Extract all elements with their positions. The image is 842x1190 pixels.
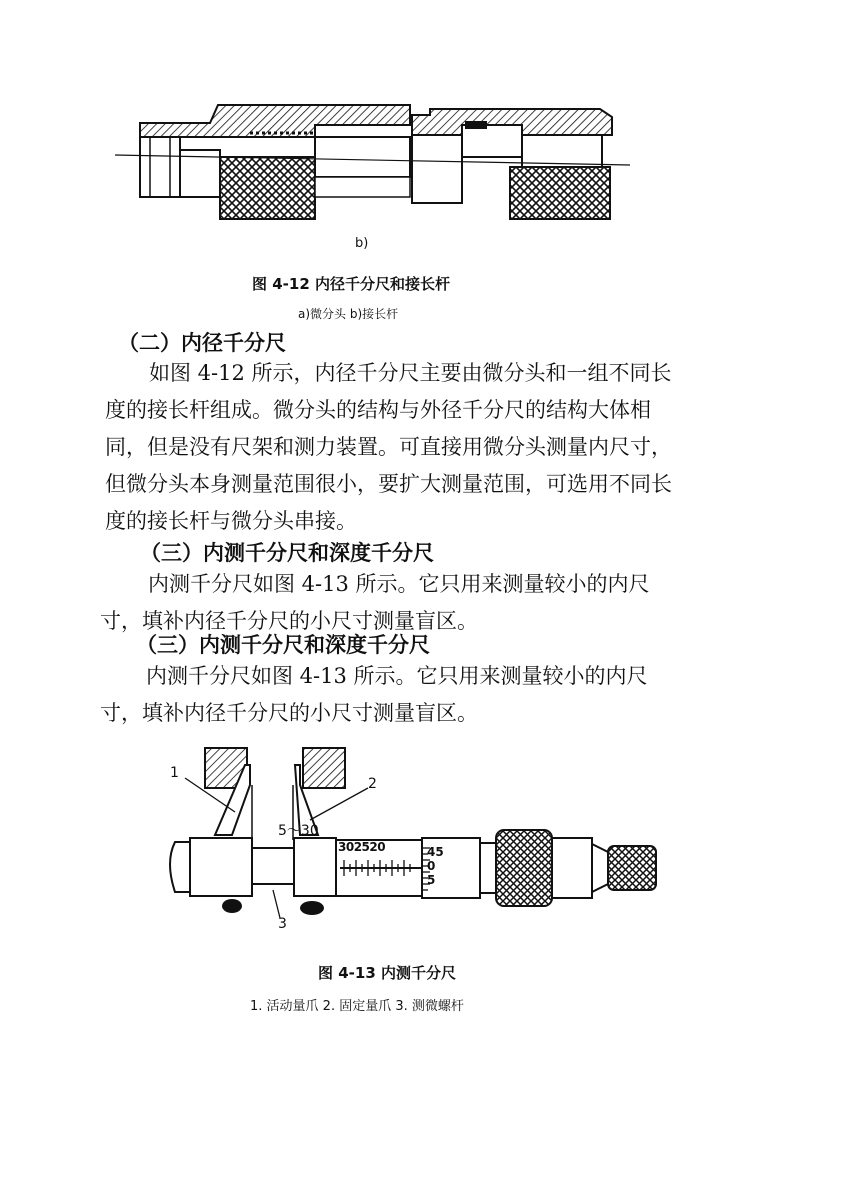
section-3b-heading: （三）内测千分尺和深度千分尺 <box>136 633 430 657</box>
section-2-line: 同，但是没有尺架和测力装置。可直接用微分头测量内尺寸， <box>105 435 672 459</box>
workpiece-right <box>303 748 345 788</box>
left-end-cap <box>170 842 190 892</box>
section-3b-line: 内测千分尺如图 4-13 所示。它只用来测量较小的内尺 <box>146 664 648 688</box>
section-2-line: 度的接长杆组成。微分头的结构与外径千分尺的结构大体相 <box>105 398 651 422</box>
figure-4-13-subcaption: 1. 活动量爪 2. 固定量爪 3. 测微螺杆 <box>250 999 464 1014</box>
thimble-scale <box>427 845 444 887</box>
section-2-paragraph <box>105 355 745 540</box>
figure-4-12-subcaption: a)微分头 b)接长杆 <box>298 307 399 321</box>
knurled-grip <box>496 830 552 906</box>
section-2-heading: （二）内径千分尺 <box>118 331 286 355</box>
measuring-screw <box>252 848 294 884</box>
label-1: 1 <box>170 765 179 781</box>
label-3: 3 <box>278 916 287 932</box>
section-2-line: 如图 4-12 所示，内径千分尺主要由微分头和一组不同长 <box>149 361 672 385</box>
figure-4-12-caption: 图 4-12 内径千分尺和接长杆 <box>252 275 450 293</box>
thimble-scale-value: 0 <box>427 859 436 873</box>
figure-4-12-sublabel: b) <box>355 236 369 251</box>
thimble-scale-value: 5 <box>427 873 436 887</box>
section-3a-line: 内测千分尺如图 4-13 所示。它只用来测量较小的内尺 <box>148 572 650 596</box>
section-2-line: 度的接长杆与微分头串接。 <box>105 509 357 533</box>
label-2: 2 <box>368 776 377 792</box>
sleeve-scale: 302520 <box>338 840 386 854</box>
range-label: 5～30 <box>278 823 319 839</box>
figure-4-12-drawing <box>100 95 640 225</box>
ratchet <box>608 846 656 890</box>
thimble-scale-value: 45 <box>427 845 444 859</box>
section-3b-paragraph <box>100 658 740 732</box>
section-3a-heading: （三）内测千分尺和深度千分尺 <box>140 541 434 565</box>
section-3b-line: 寸，填补内径千分尺的小尺寸测量盲区。 <box>100 701 478 725</box>
section-3a-line: 寸，填补内径千分尺的小尺寸测量盲区。 <box>100 609 478 633</box>
figure-4-13-drawing <box>160 740 680 940</box>
figure-4-13-caption: 图 4-13 内测千分尺 <box>318 964 456 982</box>
section-2-line: 但微分头本身测量范围很小，要扩大测量范围，可选用不同长 <box>105 472 672 496</box>
